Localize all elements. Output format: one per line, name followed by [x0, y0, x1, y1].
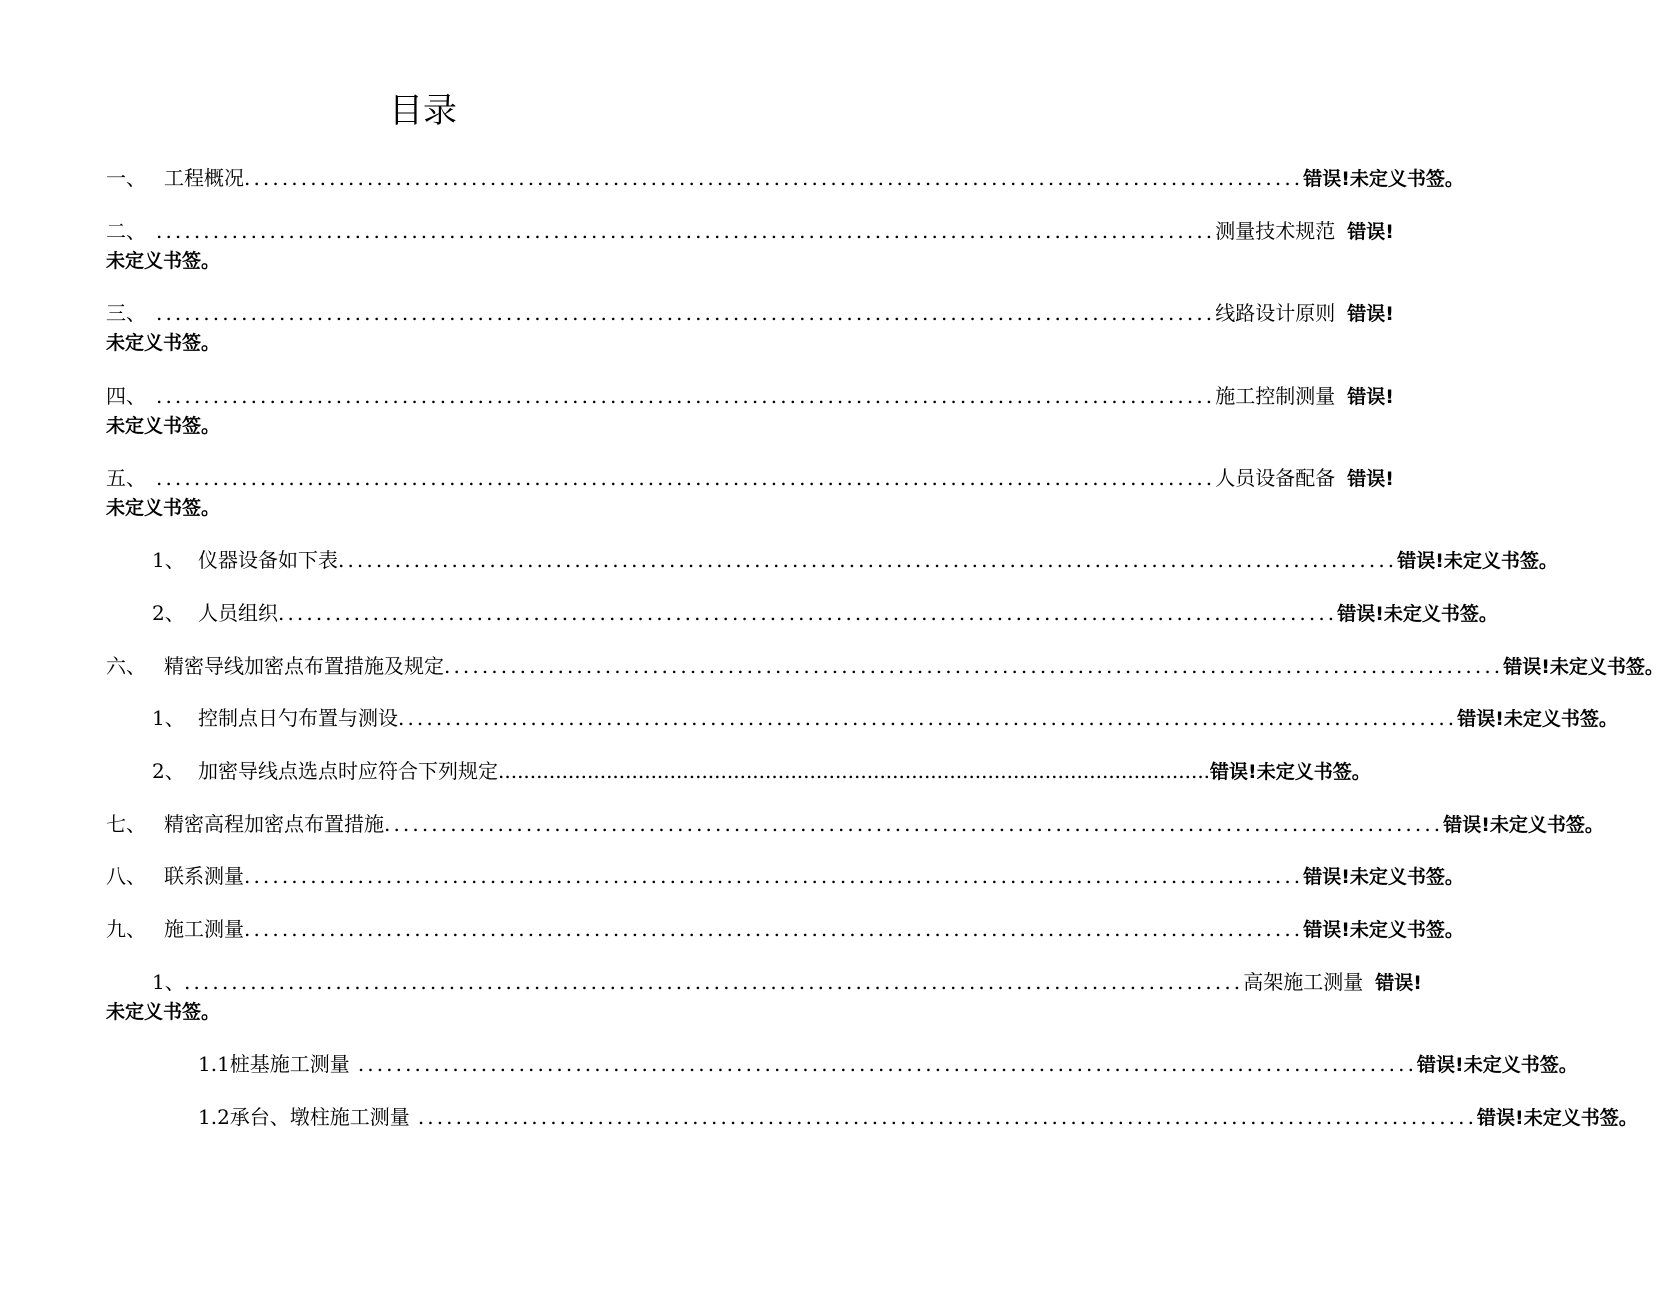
toc-number: 三、	[106, 301, 146, 325]
toc-number: 1、	[152, 706, 185, 730]
toc-leader-dots: ................................................................................................................	[244, 864, 1304, 888]
toc-text: 精密导线加密点布置措施及规定	[164, 654, 444, 678]
toc-page-ref-continued: 未定义书签。	[106, 415, 221, 437]
toc-page-ref: 错误!未定义书签。	[1477, 1107, 1638, 1129]
toc-entry-1[interactable]	[106, 163, 1464, 193]
toc-text: 1.2承台、墩柱施工测量	[198, 1105, 410, 1129]
toc-entry-5-1[interactable]	[152, 545, 1558, 575]
toc-number: 八、	[106, 864, 146, 888]
toc-page-ref: 错误!未定义书签。	[1303, 919, 1464, 941]
toc-text: 线路设计原则	[1215, 301, 1336, 325]
toc-page-ref: 错误!未定义书签。	[1337, 603, 1498, 625]
toc-entry-8[interactable]	[106, 861, 1464, 891]
toc-entry-6[interactable]	[106, 651, 1664, 681]
toc-text: 仪器设备如下表	[198, 548, 338, 572]
toc-page-ref: 错误!未定义书签。	[1303, 866, 1464, 888]
toc-number: 二、	[106, 219, 146, 243]
toc-page-ref: 错误!未定义书签。	[1210, 761, 1371, 783]
toc-text: 高架施工测量	[1243, 970, 1364, 994]
toc-leader-dots: ................................................................................................................	[338, 548, 1398, 572]
toc-number: 六、	[106, 654, 146, 678]
toc-leader-dots: ................................................................................................................	[156, 466, 1216, 490]
toc-number: 四、	[106, 384, 146, 408]
toc-page-ref: 错误!	[1347, 303, 1394, 325]
toc-text: 施工控制测量	[1215, 384, 1336, 408]
toc-number: 1、	[152, 548, 185, 572]
toc-page-ref: 错误!未定义书签。	[1503, 656, 1664, 678]
toc-page-ref-continued: 未定义书签。	[106, 332, 221, 354]
toc-text: 人员设备配备	[1215, 466, 1336, 490]
toc-leader-dots: ................................................................................................................	[156, 384, 1216, 408]
toc-leader-dots: ................................................................................................................	[244, 917, 1304, 941]
toc-entry-7[interactable]	[106, 809, 1604, 839]
toc-text: 施工测量	[164, 917, 244, 941]
toc-text: 联系测量	[164, 864, 244, 888]
toc-entry-5-2[interactable]	[152, 598, 1498, 628]
toc-leader-dots: ................................................................................................................	[498, 759, 1211, 783]
toc-page-ref: 错误!	[1375, 972, 1422, 994]
toc-number: 一、	[106, 166, 146, 190]
toc-text: 精密高程加密点布置措施	[164, 812, 384, 836]
toc-number: 2、	[152, 759, 185, 783]
toc-page-ref-continued: 未定义书签。	[106, 497, 221, 519]
toc-page-ref: 错误!未定义书签。	[1443, 814, 1604, 836]
toc-leader-dots: ................................................................................................................	[398, 706, 1458, 730]
toc-page-ref: 错误!未定义书签。	[1397, 550, 1558, 572]
toc-entry-9-1-1[interactable]	[198, 1049, 1578, 1079]
toc-leader-dots: ................................................................................................................	[384, 812, 1444, 836]
toc-page-ref-continued: 未定义书签。	[106, 250, 221, 272]
toc-text: 人员组织	[198, 601, 278, 625]
toc-page-ref: 错误!	[1347, 221, 1394, 243]
toc-entry-9-1-2[interactable]	[198, 1102, 1638, 1132]
toc-number: 1、	[152, 970, 185, 994]
toc-entry-4[interactable]	[106, 381, 1394, 411]
toc-entry-9-1[interactable]	[152, 967, 1422, 997]
toc-entry-6-1[interactable]	[152, 703, 1618, 733]
toc-entry-6-2[interactable]	[152, 756, 1371, 786]
toc-leader-dots: ................................................................................................................	[244, 166, 1304, 190]
toc-leader-dots: ................................................................................................................	[278, 601, 1338, 625]
toc-entry-2[interactable]	[106, 216, 1394, 246]
page-title: 目录	[389, 91, 457, 131]
toc-number: 九、	[106, 917, 146, 941]
toc-page-ref: 错误!	[1347, 386, 1394, 408]
toc-page-ref: 错误!未定义书签。	[1303, 168, 1464, 190]
toc-entry-3[interactable]	[106, 298, 1394, 328]
toc-text: 控制点日勺布置与测设	[198, 706, 398, 730]
toc-number: 七、	[106, 812, 146, 836]
toc-text: 测量技术规范	[1215, 219, 1336, 243]
toc-text: 工程概况	[164, 166, 244, 190]
toc-leader-dots: ................................................................................................................	[357, 1052, 1418, 1076]
toc-leader-dots: ................................................................................................................	[417, 1105, 1478, 1129]
toc-leader-dots: ................................................................................................................	[156, 219, 1216, 243]
toc-leader-dots: ................................................................................................................	[156, 301, 1216, 325]
toc-page-ref: 错误!未定义书签。	[1417, 1054, 1578, 1076]
toc-leader-dots: ................................................................................................................	[444, 654, 1504, 678]
toc-number: 五、	[106, 466, 146, 490]
toc-page-ref: 错误!未定义书签。	[1457, 708, 1618, 730]
toc-text: 1.1桩基施工测量	[198, 1052, 350, 1076]
toc-entry-5[interactable]	[106, 463, 1394, 493]
toc-page-ref-continued: 未定义书签。	[106, 1001, 221, 1023]
toc-page-ref: 错误!	[1347, 468, 1394, 490]
toc-text: 加密导线点选点时应符合下列规定	[198, 759, 498, 783]
toc-number: 2、	[152, 601, 185, 625]
toc-leader-dots: ................................................................................................................	[184, 970, 1244, 994]
toc-entry-9[interactable]	[106, 914, 1464, 944]
